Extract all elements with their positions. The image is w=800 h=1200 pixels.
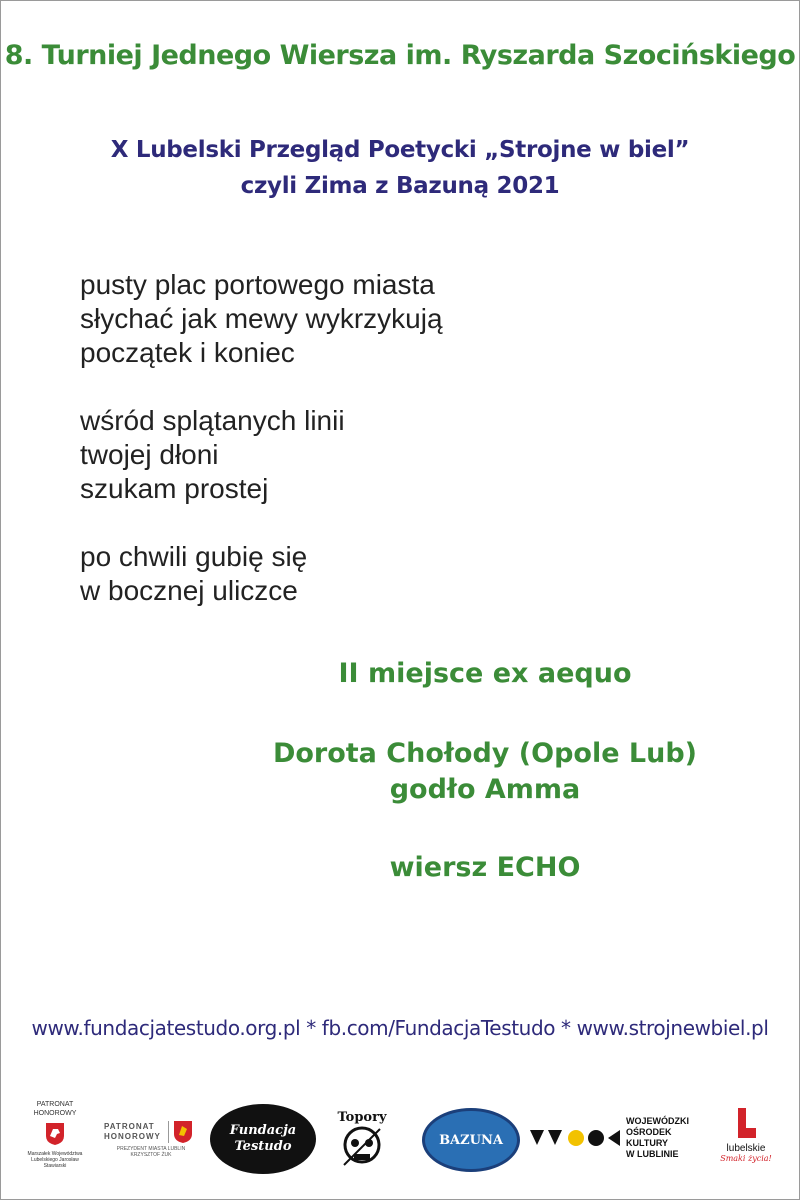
result-place: II miejsce ex aequo [338,658,632,689]
review-title-line2: czyli Zima z Bazuną 2021 [240,173,560,199]
poem-line: słychać jak mewy wykrzykują [80,303,443,334]
lubelskie-text: lubelskie [726,1143,766,1154]
poem-line: pusty plac portowego miasta [80,269,435,300]
testudo-logo [210,1104,316,1174]
patronat-marshal-logo [24,1100,86,1169]
lublin-coat-of-arms-icon [45,1122,65,1146]
skull-icon [340,1125,384,1169]
review-title-line1: X Lubelski Przegląd Poetycki „Strojne w biel” [110,137,690,163]
patronat-president-title: PATRONAT HONOROWY [104,1122,161,1141]
lubelskie-logo [716,1108,776,1163]
result-poem-title: wiersz ECHO [389,852,581,883]
result-motto: godło Amma [389,774,581,805]
patronat-president-logo [104,1120,198,1158]
wok-line4: W LUBLINIE [626,1149,679,1159]
topory-logo [330,1104,394,1174]
lubelskie-slogan: Smaki życia! [720,1154,772,1163]
poem-line: w bocznej uliczce [80,575,298,606]
poem-line: szukam prostej [80,473,269,504]
result-author: Dorota Chołody (Opole Lub) [272,738,698,769]
review-title [0,132,800,204]
wok-line2: OŚRODEK [626,1127,672,1137]
poem-line: wśród splątanych linii [80,405,345,436]
tournament-title: 8. Turniej Jednego Wiersza im. Ryszarda Szocińskiego [4,40,796,71]
patronat-marshal-title: PATRONAT HONOROWY [33,1101,77,1117]
sponsor-logos [0,1088,800,1188]
poem-stanza [80,404,443,506]
poem-stanza [80,268,443,370]
patronat-marshal-sub: Marszałek Województwa Lubelskiego Jarosław Stawiarski [27,1151,83,1169]
poem-line: początek i koniec [80,337,295,368]
lubelskie-l-icon [735,1108,757,1138]
poem-line: twojej dłoni [80,439,219,470]
poem-stanza [80,540,443,608]
wok-logo [530,1116,710,1160]
patronat-president-sub: PREZYDENT MIASTA LUBLIN KRZYSZTOF ŻUK [116,1146,186,1158]
poem-line: po chwili gubię się [80,541,308,572]
bazuna-logo-text: BAZUNA [439,1132,503,1148]
testudo-logo-text: Fundacja Testudo [229,1123,297,1154]
wok-symbol-icon [530,1127,622,1149]
footer-links: www.fundacjatestudo.org.pl * fb.com/FundacjaTestudo * www.strojnewbiel.pl [31,1016,769,1040]
wok-line3: KULTURY [626,1138,668,1148]
lublin-city-crest-icon [173,1120,193,1144]
wok-line1: WOJEWÓDZKI [626,1116,689,1126]
bazuna-logo [422,1108,520,1172]
topory-logo-text: Topory [337,1109,387,1125]
poem [80,268,443,642]
